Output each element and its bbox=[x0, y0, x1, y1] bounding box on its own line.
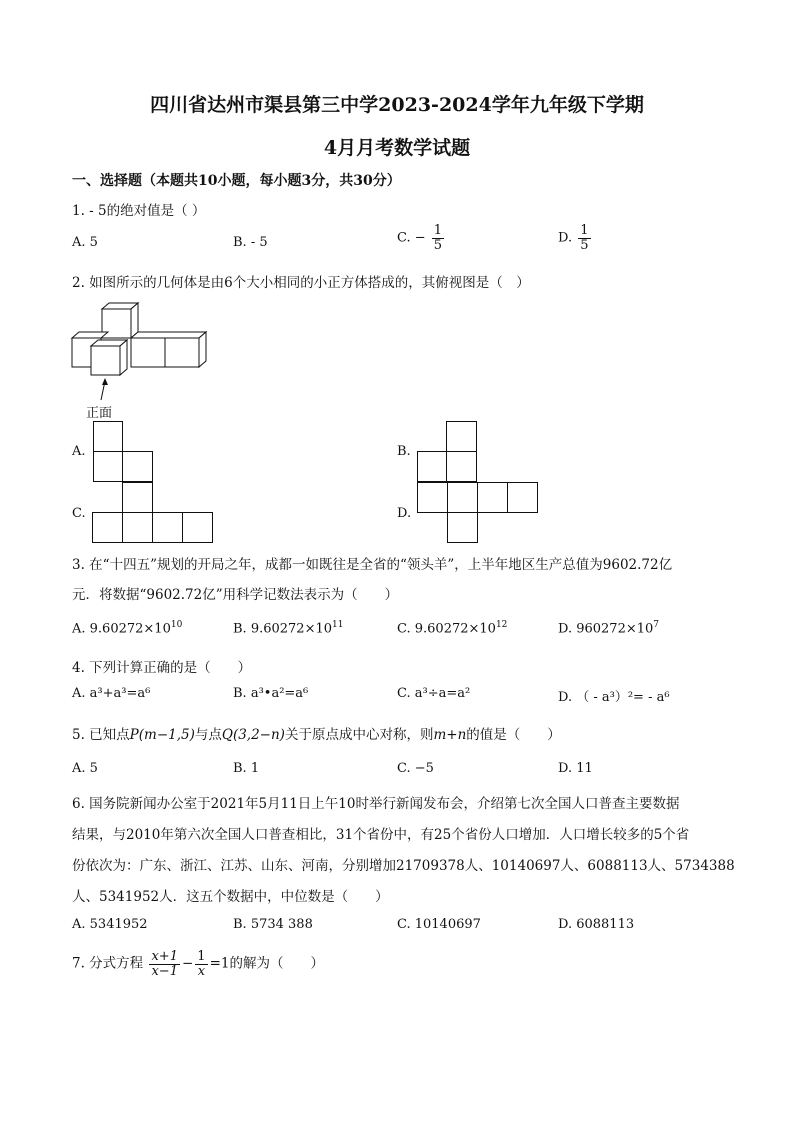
q2-option-b-grid bbox=[417, 421, 479, 483]
q6-option-a: A. 5341952 bbox=[72, 917, 148, 932]
question-4-stem: 4. 下列计算正确的是（ ） bbox=[72, 660, 252, 676]
q5-text-a: 5. 已知点 bbox=[72, 727, 130, 743]
q5-expression: m+n bbox=[433, 727, 467, 743]
question-6-line2: 结果，与2010年第六次全国人口普查相比，31个省份中，有25个省份人口增加．人口增长较多的5个省 bbox=[72, 827, 690, 843]
q3-d-exponent: 7 bbox=[653, 620, 660, 630]
q3-option-b bbox=[233, 620, 343, 636]
q1-option-b: B. - 5 bbox=[233, 235, 268, 250]
q3-c-base: C. 9.60272×10 bbox=[397, 621, 496, 637]
q7-f2-numerator: 1 bbox=[197, 949, 206, 964]
q1-option-c bbox=[397, 224, 446, 252]
q3-a-base: A. 9.60272×10 bbox=[72, 621, 171, 637]
q1-c-numerator: 1 bbox=[433, 223, 443, 238]
q2-option-b: B. bbox=[397, 444, 411, 459]
q3-b-base: B. 9.60272×10 bbox=[233, 621, 333, 637]
q6-option-b: B. 5734 388 bbox=[233, 917, 313, 932]
q2-option-a-grid bbox=[93, 421, 155, 483]
q1-c-denominator: 5 bbox=[433, 237, 443, 253]
q3-a-exponent: 10 bbox=[170, 620, 183, 630]
section-header: 一、选择题（本题共10小题，每小题3分，共30分） bbox=[72, 173, 401, 189]
question-1-stem: 1. - 5的绝对值是（ ） bbox=[72, 203, 206, 219]
q7-f1-numerator: x+1 bbox=[151, 949, 178, 964]
q7-minus: − bbox=[181, 955, 194, 972]
question-6-line3: 份依次为：广东、浙江、江苏、山东、河南，分别增加21709378人、10140697人、6088113人、5734388 bbox=[72, 858, 735, 874]
q4-option-d: D. （ - a³）²= - a⁶ bbox=[558, 690, 670, 705]
cube-solid-figure bbox=[70, 302, 210, 382]
q5-text-c: 关于原点成中心对称，则 bbox=[284, 727, 434, 743]
page-title: 四川省达州市渠县第三中学2023-2024学年九年级下学期 bbox=[150, 94, 644, 116]
q5-point-q: Q(3,2−n) bbox=[221, 727, 285, 743]
q7-f1-denominator: x−1 bbox=[151, 963, 178, 979]
q6-option-d: D. 6088113 bbox=[558, 917, 635, 932]
q1-d-denominator: 5 bbox=[580, 237, 589, 253]
q1-option-d-prefix: D. bbox=[558, 230, 573, 246]
q2-option-a: A. bbox=[72, 444, 86, 459]
front-label: 正面 bbox=[86, 406, 113, 421]
q1-option-c-prefix: C. − bbox=[397, 230, 426, 246]
q3-d-base: D. 960272×10 bbox=[558, 621, 654, 637]
q3-option-a bbox=[72, 620, 182, 636]
q1-d-numerator: 1 bbox=[580, 223, 589, 238]
q2-option-d: D. bbox=[397, 506, 412, 521]
q1-option-d bbox=[558, 224, 593, 252]
q5-option-d: D. 11 bbox=[558, 761, 593, 776]
q7-fraction-1 bbox=[149, 950, 180, 978]
q5-option-c: C. −5 bbox=[397, 761, 434, 776]
q7-f2-denominator: x bbox=[197, 963, 206, 979]
question-7-stem bbox=[72, 950, 324, 978]
q2-option-c-grid bbox=[92, 482, 214, 544]
q1-option-a: A. 5 bbox=[72, 235, 98, 250]
question-6-line1: 6. 国务院新闻办公室于2021年5月11日上午10时举行新闻发布会，介绍第七次全国人口普查主要数据 bbox=[72, 796, 680, 812]
q7-suffix: =1的解为（ ） bbox=[209, 955, 324, 972]
q6-option-c: C. 10140697 bbox=[397, 917, 481, 932]
q2-option-c: C. bbox=[72, 506, 86, 521]
page-subtitle: 4月月考数学试题 bbox=[323, 137, 471, 159]
question-5-stem bbox=[72, 723, 561, 743]
q2-option-d-grid bbox=[417, 482, 539, 544]
question-6-line4: 人、5341952人．这五个数据中，中位数是（ ） bbox=[72, 889, 389, 905]
q5-text-d: 的值是（ ） bbox=[466, 727, 561, 743]
q4-option-a: A. a³+a³=a⁶ bbox=[72, 686, 151, 701]
q3-option-d bbox=[558, 620, 659, 636]
q7-prefix: 7. 分式方程 bbox=[72, 955, 144, 972]
q5-option-b: B. 1 bbox=[233, 761, 260, 776]
question-3-line2: 元．将数据“9602.72亿”用科学记数法表示为（ ） bbox=[72, 587, 399, 603]
question-3-line1: 3. 在“十四五”规划的开局之年，成都一如既往是全省的“领头羊”，上半年地区生产总值为9602.72亿 bbox=[72, 557, 673, 573]
question-2-stem: 2. 如图所示的几何体是由6个大小相同的小正方体搭成的，其俯视图是（ ） bbox=[72, 275, 530, 291]
q5-text-b: 与点 bbox=[194, 727, 222, 743]
q5-point-p: P(m−1,5) bbox=[129, 727, 195, 743]
q1-option-d-fraction bbox=[578, 224, 590, 252]
q1-option-c-fraction bbox=[432, 224, 444, 252]
q3-b-exponent: 11 bbox=[332, 620, 344, 630]
q7-fraction-2 bbox=[195, 950, 207, 978]
q4-option-b: B. a³•a²=a⁶ bbox=[233, 686, 309, 701]
q4-option-c: C. a³÷a=a² bbox=[397, 686, 471, 701]
q5-option-a: A. 5 bbox=[72, 761, 98, 776]
q3-c-exponent: 12 bbox=[495, 620, 508, 630]
q3-option-c bbox=[397, 620, 507, 636]
